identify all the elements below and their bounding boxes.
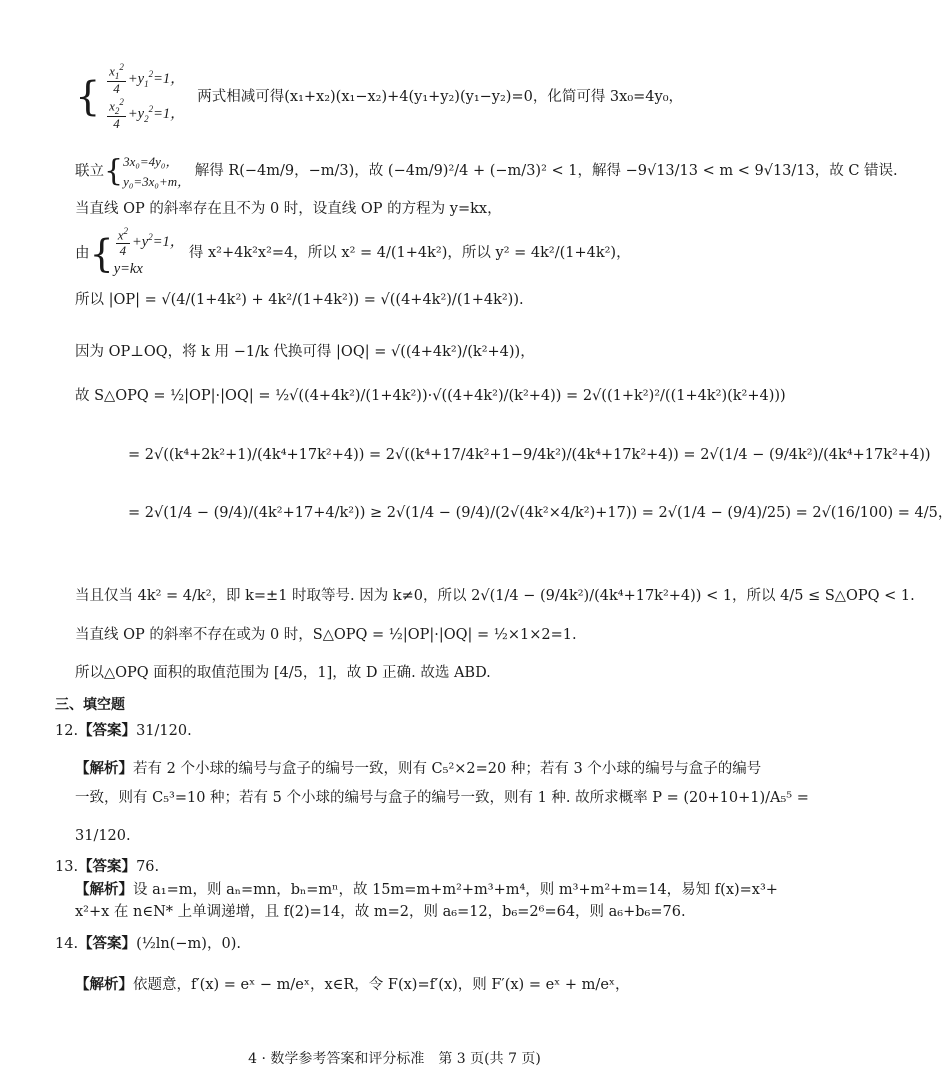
q13-expl-2: x²+x 在 n∈N* 上单调递增，且 f(2)=14，故 m=2，则 a₆=12，b₆=2⁶=64，则 a₆+b₆=76.: [75, 904, 686, 920]
q13-number: 13.: [55, 859, 79, 875]
q14-expl-1: [75, 976, 630, 994]
q12-expl-2: 一致，则有 C₅³=10 种；若有 5 个小球的编号与盒子的编号一致，则有 1 种. 故所求概率 P = (20+10+1)/A₅⁵ =: [75, 790, 809, 806]
q13-answer-tag: 【答案】: [78, 858, 137, 875]
line-area-3: = 2√(1/4 − (9/4)/(4k²+17+4/k²)) ≥ 2√(1/4 − (9/4)/(2√(4k²×4/k²)+17)) = 2√(1/4 − (9/4)/25) = 2√(16/100) = 4/5，: [128, 505, 952, 521]
eq-line-substitute: 由{ $\frac{x^2}{4}$ $+y^2=1$， y=kx 得 x²+4k²x²=4，所以 x² = 4/(1+4k²)，所以 y² = 4k²/(1+4k²)，: [75, 226, 631, 281]
q14-answer-value: (½ln(−m)，0).: [136, 936, 241, 952]
q14-expl-text-1: 依题意，f′(x) = eˣ − m/eˣ，x∈R，令 F(x)=f′(x)，则 F′(x) = eˣ + m/eˣ，: [133, 977, 630, 993]
q13-answer: [55, 858, 159, 876]
text-you: 由: [75, 245, 90, 262]
line-subtract: 两式相减可得(x₁+x₂)(x₁−x₂)+4(y₁+y₂)(y₁−y₂)=0，化简可得 3x₀=4y₀，: [197, 88, 684, 105]
q13-answer-value: 76.: [136, 859, 160, 875]
q12-expl-1: [75, 760, 761, 778]
q12-expl-tag: 【解析】: [75, 760, 133, 777]
q12-number: 12.: [55, 723, 79, 739]
sys-eq-2: y₀=3x₀+m，: [123, 173, 191, 189]
line-slope-none: 当直线 OP 的斜率不存在或为 0 时，S△OPQ = ½|OP|·|OQ| = ½×1×2=1.: [75, 627, 577, 643]
q12-answer: [55, 722, 192, 740]
sys-eq-ykx: y=kx: [113, 261, 143, 278]
q14-answer-tag: 【答案】: [78, 935, 137, 952]
line-x2-y2: 得 x²+4k²x²=4，所以 x² = 4/(1+4k²)，所以 y² = 4k²/(1+4k²)，: [188, 244, 631, 261]
q12-answer-value: 31/120.: [136, 723, 192, 739]
line-OP-length: 所以 |OP| = √(4/(1+4k²) + 4k²/(1+4k²)) = √((4+4k²)/(1+4k²)).: [75, 292, 524, 308]
eq-line-simultaneous: 联立{ 3x₀=4y₀， y₀=3x₀+m， 解得 R(−4m/9，−m/3)，故 (−4m/9)²/4 + (−m/3)² < 1，解得 −9√13/13 < m < 9√13/13，故 C 错误.: [75, 152, 898, 191]
line-OQ-length: 因为 OP⊥OQ，将 k 用 −1/k 代换可得 |OQ| = √((4+4k²)/(k²+4))，: [75, 344, 535, 360]
q13-expl-text-1: 设 a₁=m，则 aₙ=mn，bₙ=mⁿ，故 15m=m+m²+m³+m⁴，则 m³+m²+m=14，易知 f(x)=x³+: [133, 882, 778, 898]
q13-expl-tag: 【解析】: [75, 881, 133, 898]
q14-expl-tag: 【解析】: [75, 976, 133, 993]
q14-number: 14.: [55, 936, 79, 952]
q14-answer: [55, 935, 241, 953]
section-heading-fill-blank: 三、填空题: [55, 697, 125, 713]
line-range-conclusion: 所以△OPQ 面积的取值范围为 [4/5，1]，故 D 正确. 故选 ABD.: [75, 665, 491, 681]
eq-system-ellipse: { $\frac{x_1^2}{4}$ $+y_1^2=1$， $\frac{x_2^2}{4}$ $+y_2^2=1$， 两式相减可得(x₁+x₂)(x₁−x₂)+4(y₁+y₂)(y₁−y₂)=0，化简可得 3x₀=4y₀，: [75, 62, 684, 132]
page-footer: 4 · 数学参考答案和评分标准 第 3 页(共 7 页): [248, 1051, 541, 1067]
q12-expl-3: 31/120.: [75, 828, 131, 844]
sys-eq-1: 3x₀=4y₀，: [123, 154, 179, 169]
text-lianli: 联立: [75, 163, 104, 180]
line-area-2: = 2√((k⁴+2k²+1)/(4k⁴+17k²+4)) = 2√((k⁴+17/4k²+1−9/4k²)/(4k⁴+17k²+4)) = 2√(1/4 − (9/4k²)/(4k⁴+17k²+4)): [128, 447, 931, 463]
q12-answer-tag: 【答案】: [78, 722, 137, 739]
line-solve-R: 解得 R(−4m/9，−m/3)，故 (−4m/9)²/4 + (−m/3)² < 1，解得 −9√13/13 < m < 9√13/13，故 C 错误.: [194, 162, 898, 179]
line-equality: 当且仅当 4k² = 4/k²，即 k=±1 时取等号. 因为 k≠0，所以 2√(1/4 − (9/4k²)/(4k⁴+17k²+4)) < 1，所以 4/5 ≤ S△OPQ < 1.: [75, 588, 915, 604]
q13-expl-1: [75, 881, 778, 899]
line-area-1: 故 S△OPQ = ½|OP|·|OQ| = ½√((4+4k²)/(1+4k²))·√((4+4k²)/(k²+4)) = 2√((1+k²)²/((1+4k²)(k²+4))): [75, 388, 786, 404]
line-slope-exists: 当直线 OP 的斜率存在且不为 0 时，设直线 OP 的方程为 y=kx，: [75, 201, 502, 217]
q12-expl-text-1: 若有 2 个小球的编号与盒子的编号一致，则有 C₅²×2=20 种；若有 3 个小球的编号与盒子的编号: [133, 761, 762, 777]
